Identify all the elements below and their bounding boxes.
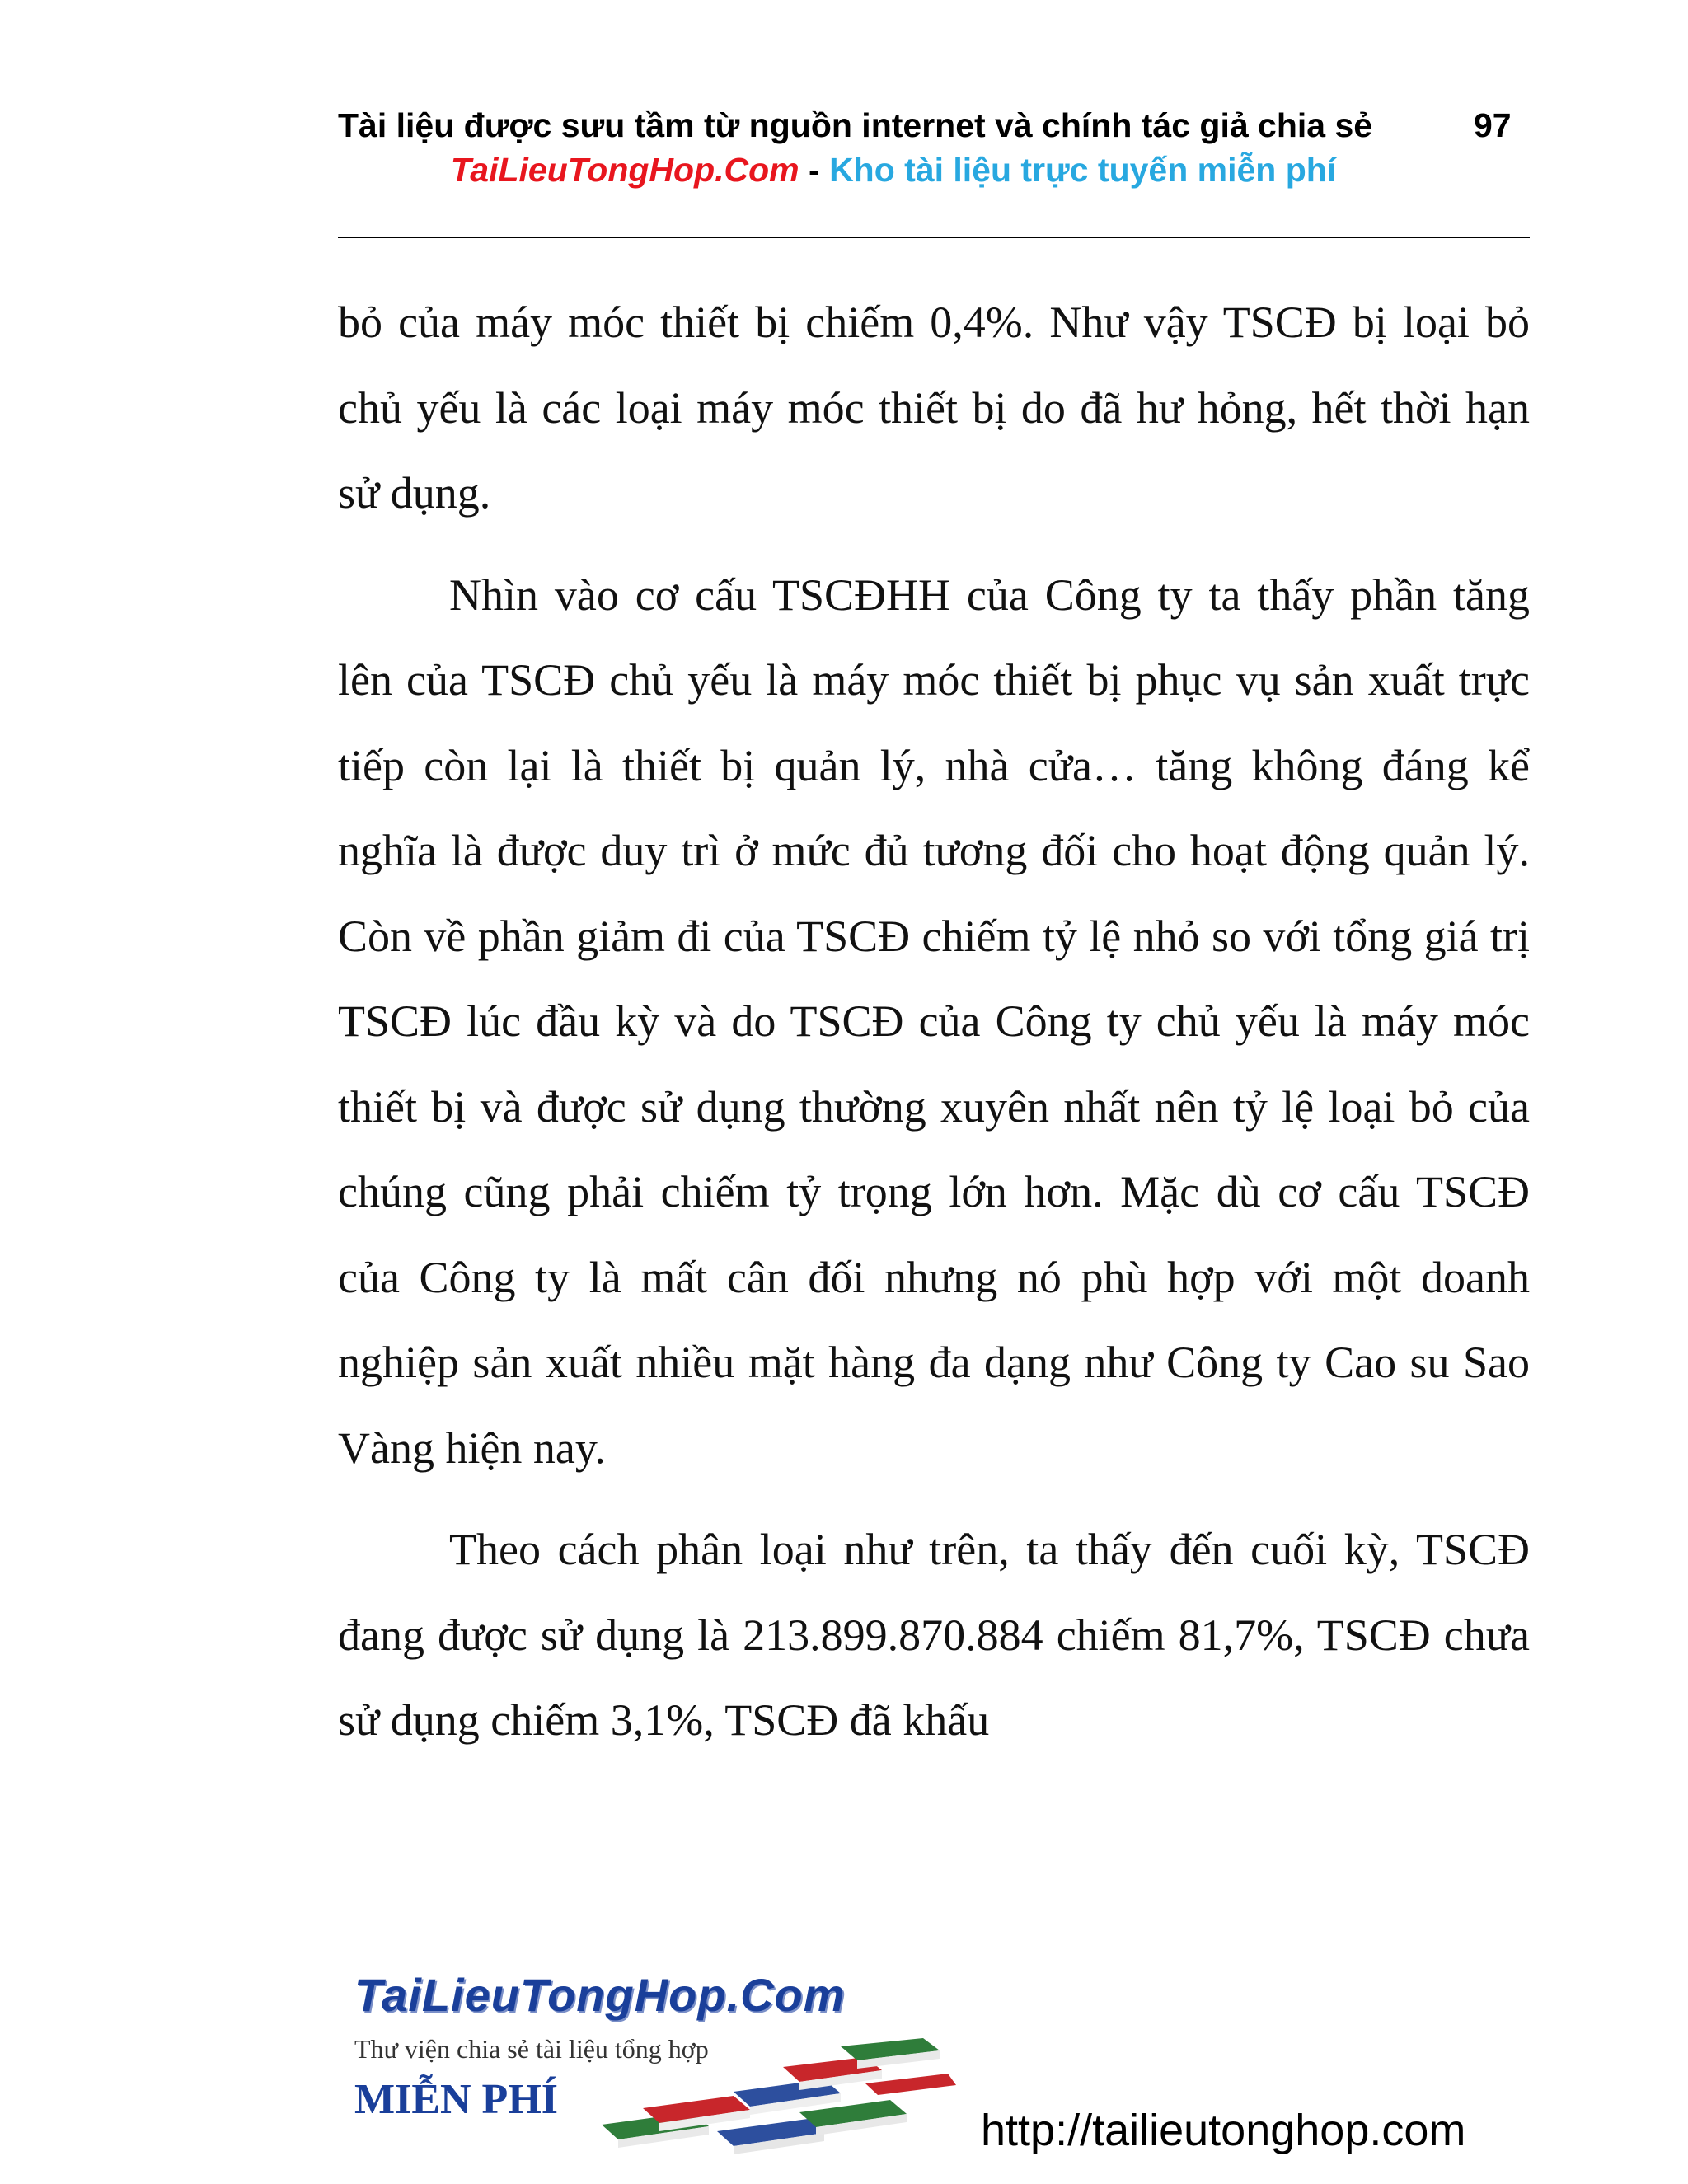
- document-body: [338, 280, 1530, 1780]
- paragraph-2: Nhìn vào cơ cấu TSCĐHH của Công ty ta thấy phần tăng lên của TSCĐ chủ yếu là máy móc thiết bị phục vụ sản xuất trực tiếp còn lại là thiết bị quản lý, nhà cửa… tăng không đáng kể nghĩa là được duy trì ở mức đủ tương đối cho hoạt động quản lý. Còn về phần giảm đi của TSCĐ chiếm tỷ lệ nhỏ so với tổng giá trị TSCĐ lúc đầu kỳ và do TSCĐ của Công ty chủ yếu là máy móc thiết bị và được sử dụng thường xuyên nhất nên tỷ lệ loại bỏ của chúng cũng phải chiếm tỷ trọng lớn hơn. Mặc dù cơ cấu TSCĐ của Công ty là mất cân đối nhưng nó phù hợp với một doanh nghiệp sản xuất nhiều mặt hàng đa dạng như Công ty Cao su Sao Vàng hiện nay.: [338, 569, 1530, 1473]
- header-tagline: Kho tài liệu trực tuyến miễn phí: [829, 151, 1337, 189]
- logo-free-label: MIỄN PHÍ: [354, 2076, 558, 2123]
- books-icon: [593, 2034, 956, 2158]
- logo-subtitle: Thư viện chia sẻ tài liệu tổng hợp: [354, 2034, 709, 2064]
- header-separator: -: [799, 151, 830, 189]
- logo-title: TaiLieuTongHop.Com: [354, 1969, 846, 2021]
- header-divider: [338, 237, 1530, 238]
- header-site-line: [0, 145, 1688, 194]
- paragraph-1: bỏ của máy móc thiết bị chiếm 0,4%. Như vậy TSCĐ bị loại bỏ chủ yếu là các loại máy móc thiết bị do đã hư hỏng, hết thời hạn sử dụng.: [338, 298, 1530, 518]
- header-source-note: Tài liệu được sưu tầm từ nguồn internet và chính tác giả chia sẻ: [338, 106, 1373, 144]
- footer-logo: [346, 1968, 956, 2166]
- page-number: 97: [1474, 106, 1512, 144]
- paragraph-3: Theo cách phân loại như trên, ta thấy đến cuối kỳ, TSCĐ đang được sử dụng là 213.899.870.884 chiếm 81,7%, TSCĐ chưa sử dụng chiếm 3,1%, TSCĐ đã khấu: [338, 1525, 1530, 1745]
- footer-url-link[interactable]: http://tailieutonghop.com: [981, 2106, 1466, 2155]
- header-site-name: TaiLieuTongHop.Com: [450, 151, 799, 189]
